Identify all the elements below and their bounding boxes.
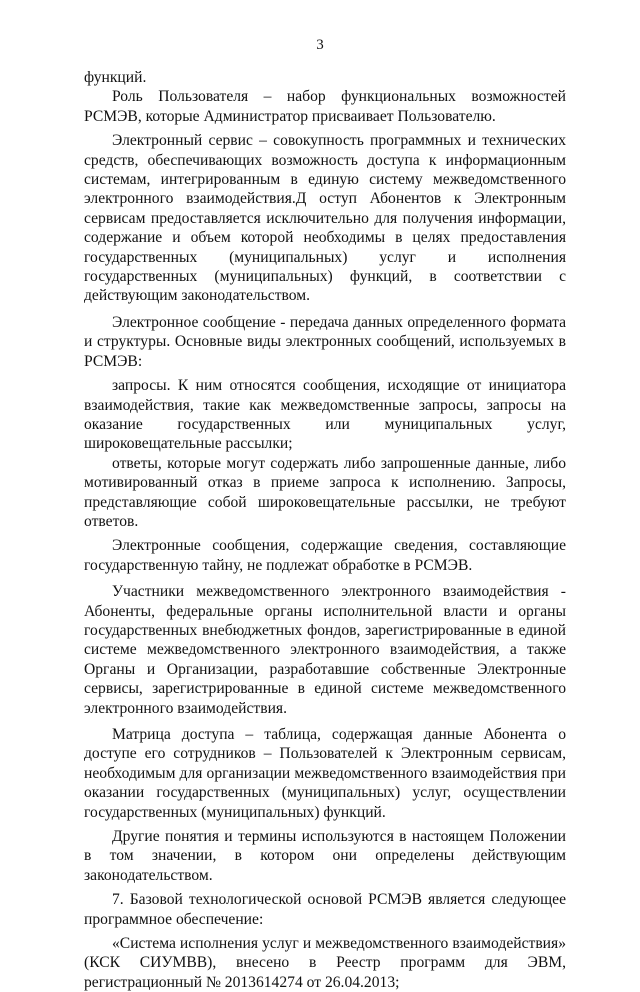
document-body [84, 68, 566, 992]
paragraph-responses: ответы, которые могут содержать либо запрошенные данные, либо мотивированный отказ в приеме запроса к исполнению. Запросы, представляющие собой широковещательные рассылки, не требуют ответов. [84, 454, 566, 530]
paragraph-section-7: 7. Базовой технологической основой РСМЭВ является следующее программное обеспечение: [84, 891, 566, 928]
paragraph-access-matrix: Матрица доступа – таблица, содержащая данные Абонента о доступе его сотрудников – Пользователей к Электронным сервисам, необходимым для организации межведомственного взаимодействия при оказании государственных (муниципальных) услуг, осуществлении государственных (муниципальных) функций. [84, 726, 566, 821]
paragraph-electronic-service: Электронный сервис – совокупность программных и технических средств, обеспечивающих возможность доступа к информационным системам, интегрированным в единую систему межведомственного электронного взаимодействия.Д оступ Абонентов к Электронным сервисам предоставляется исключительно для получения информации, содержание и объем которой необходимы в целях предоставления государственных (муниципальных) услуг и исполнения государственных (муниципальных) функций, в соответствии с действующим законодательством. [84, 132, 566, 305]
paragraph-requests: запросы. К ним относятся сообщения, исходящие от инициатора взаимодействия, такие как межведомственные запросы, запросы на оказание государственных или муниципальных услуг, широковещательные рассылки; [84, 377, 566, 453]
paragraph-functions-tail: функций. [84, 69, 147, 86]
paragraph-state-secret: Электронные сообщения, содержащие сведения, составляющие государственную тайну, не подлежат обработке в РСМЭВ. [84, 537, 566, 574]
paragraph-participants: Участники межведомственного электронного взаимодействия - Абоненты, федеральные органы исполнительной власти и органы государственных внебюджетных фондов, зарегистрированные в единой системе межведомственного электронного взаимодействия, а также Органы и Организации, разработавшие собственные Электронные сервисы, зарегистрированные в единой системе межведомственного электронного взаимодействия. [84, 583, 566, 717]
paragraph-other-terms: Другие понятия и термины используются в настоящем Положении в том значении, в котором они определены действующим законодательством. [84, 828, 566, 884]
page-number: 3 [316, 37, 324, 53]
paragraph-ksk-siumvv: «Система исполнения услуг и межведомственного взаимодействия» (КСК СИУМВВ), внесено в Реестр программ для ЭВМ, регистрационный № 2013614274 от 26.04.2013; [84, 935, 566, 991]
paragraph-user-role: Роль Пользователя – набор функциональных возможностей РСМЭВ, которые Администратор присваивает Пользователю. [84, 88, 566, 125]
paragraph-electronic-message: Электронное сообщение - передача данных определенного формата и структуры. Основные виды электронных сообщений, используемых в РСМЭВ: [84, 313, 566, 370]
